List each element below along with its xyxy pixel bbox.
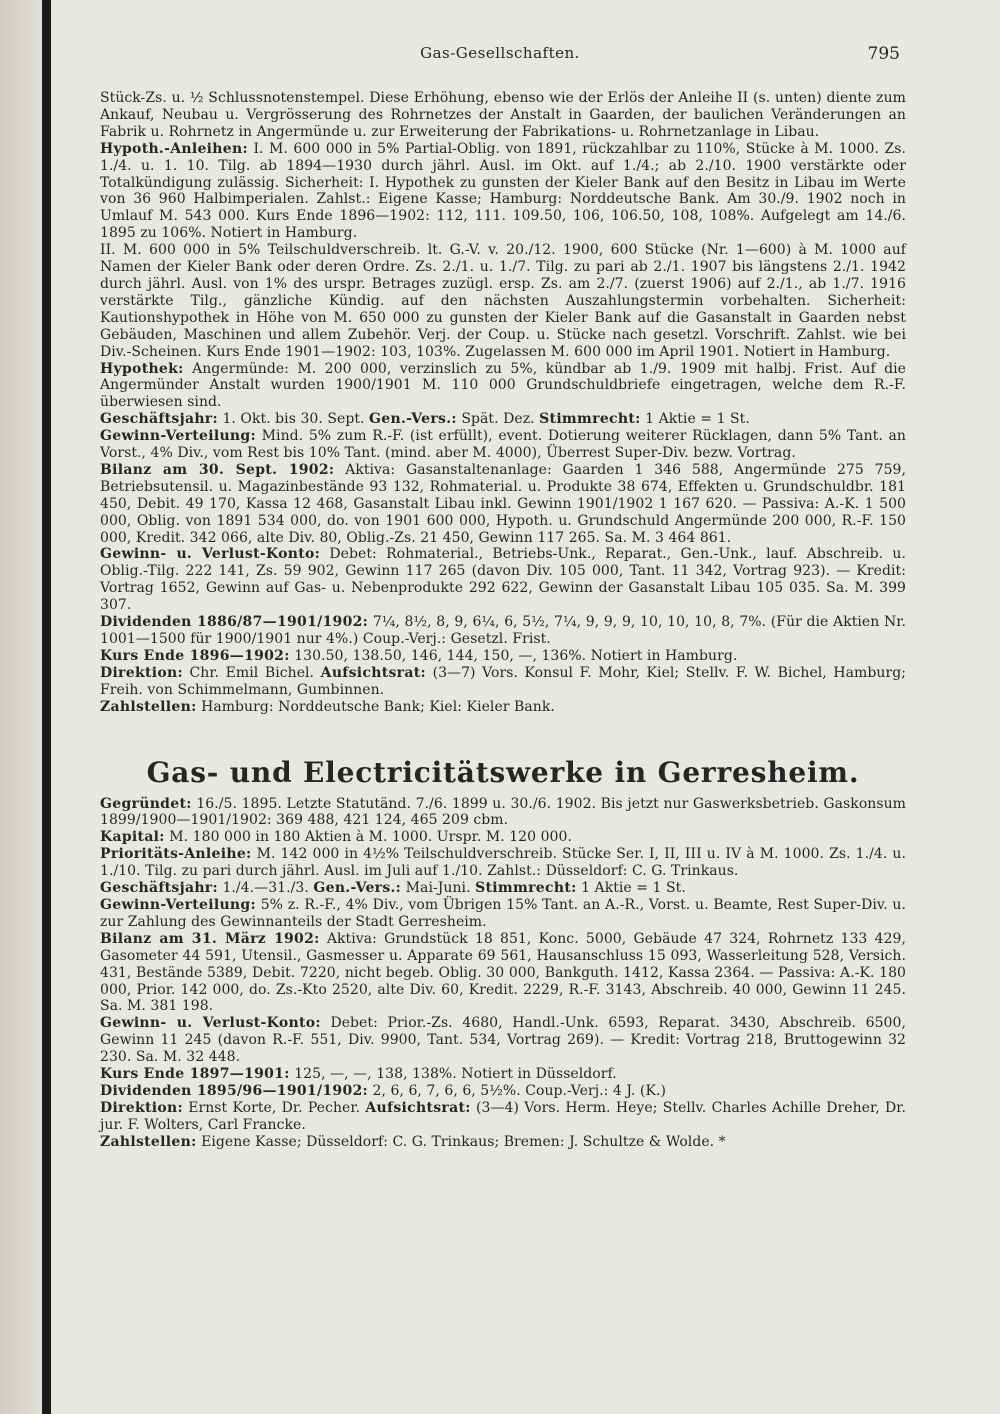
text-founded: 16./5. 1895. Letzte Statutänd. 7./6. 1899 u. 30./6. 1902. Bis jetzt nur Gaswerksbetrieb. Gaskonsum 1899/1900—1901/1902: 369 488, 421 124, 465 209 cbm. (100, 795, 906, 829)
text-business-year-2: 1./4.—31./3. (222, 880, 309, 897)
paragraph-profit-loss-2 (100, 1015, 906, 1066)
label-supervisory-board-2: Aufsichtsrat: (365, 1099, 471, 1116)
section-title-gerresheim: Gas- und Electricitätswerke in Gerresheim. (146, 755, 860, 789)
text-share-price-2: 125, —, —, 138, 138%. Notiert in Düsseldorf. (294, 1066, 617, 1083)
paragraph-management-2 (100, 1100, 906, 1134)
text-general-meeting: Spät. Dez. (461, 411, 535, 428)
text-supervisory-board-2: (3—4) Vors. Herm. Heye; Stellv. Charles Achille Dreher, Dr. jur. F. Wolters, Carl Francke. (100, 1099, 906, 1133)
text-dividends-2: 2, 6, 6, 7, 6, 6, 5½%. Coup.-Verj.: 4 J. (K.) (372, 1082, 666, 1099)
paragraph-dividends (100, 614, 906, 648)
page-number: 795 (867, 44, 900, 64)
text-voting-right-2: 1 Aktie = 1 St. (581, 880, 686, 897)
label-share-price: Kurs Ende 1896—1902: (100, 647, 290, 664)
text-mortgage-loans: I. M. 600 000 in 5% Partial-Oblig. von 1891, rückzahlbar zu 110%, Stücke à M. 1000. Zs. 1./4. u. 1. 10. Tilg. ab 1894—1930 durch jährl. Ausl. im Okt. auf 1./4.; ab 2./10. 1900 verstärkte oder Totalkündigung zulässig. Sicherheit: I. Hypothek zu gunsten der Kieler Bank auf den Besitz in Libau im Werte von 36 960 Halbimperialen. Zahlst.: Eigene Kasse; Hamburg: Norddeutsche Bank. Am 30./9. 1902 noch in Umlauf M. 543 000. Kurs Ende 1896—1902: 112, 111. 109.50, 106, 106.50, 108, 108%. Aufgelegt am 14./6. 1895 zu 106%. Notiert in Hamburg. (100, 140, 906, 242)
text-management-2: Ernst Korte, Dr. Pecher. (188, 1099, 361, 1116)
text-dividends: 7¼, 8½, 8, 9, 6¼, 6, 5½, 7¼, 9, 9, 9, 10, 10, 10, 8, 7%. (Für die Aktien Nr. 1001—1500 für 1900/1901 nur 4%.) Coup.-Verj.: Gesetzl. Frist. (100, 614, 906, 647)
text-general-meeting-2: Mai-Juni. (405, 880, 471, 897)
paragraph-business-year-2 (100, 880, 906, 897)
paragraph-paying-agents (100, 699, 906, 716)
text-profit-loss: Debet: Rohmaterial., Betriebs-Unk., Reparat., Gen.-Unk., lauf. Abschreib. u. Oblig.-Tilg. 222 141, Zs. 59 902, Gewinn 117 265 (davon Div. 105 000, Tant. 11 342, Vortrag 923). — Kredit: Vortrag 1652, Gewinn auf Gas- u. Nebenprodukte 292 622, Gewinn der Gasanstalt Libau 105 035. Sa. M. 399 307. (100, 546, 906, 614)
paragraph-loan-ii: II. M. 600 000 in 5% Teilschuldverschreib. lt. G.-V. v. 20./12. 1900, 600 Stücke (Nr. 1—600) à M. 1000 auf Namen der Kieler Bank oder deren Ordre. Zs. 2./1. u. 1./7. Tilg. zu pari ab 2./1. 1907 bis längstens 2./1. 1942 durch jährl. Ausl. von 1% des urspr. Betrages zuzügl. ersp. Zs. am 2./7. (zuerst 1906) auf 2./1., ab 1./7. 1916 verstärkte Tilg., gänzliche Kündig. auf den nächsten Auszahlungstermin vorbehalten. Sicherheit: Kautionshypothek in Höhe von M. 650 000 zu gunsten der Kieler Bank auf die Gasanstalt in Gaarden nebst Gebäuden, Maschinen und allem Zubehör. Verj. der Coup. u. Stücke nach gesetzl. Vorschrift. Zahlst. wie bei Div.-Scheinen. Kurs Ende 1901—1902: 103, 103%. Zugelassen M. 600 000 im April 1901. Notiert in Hamburg. (100, 242, 906, 360)
paragraph-profit-distribution (100, 428, 906, 462)
text-profit-distribution: Mind. 5% zum R.-F. (ist erfüllt), event. Dotierung weiterer Rücklagen, dann 5% Tant. an Vorst., 4% Div., vom Rest bis 10% Tant. (mind. aber M. 4000), Überrest Super-Div. bezw. Vortrag. (100, 428, 906, 462)
text-paying-agents-2: Eigene Kasse; Düsseldorf: C. G. Trinkaus; Bremen: J. Schultze & Wolde. * (201, 1133, 726, 1150)
label-business-year-2: Geschäftsjahr: (100, 880, 218, 897)
paragraph-share-price (100, 648, 906, 665)
label-business-year: Geschäftsjahr: (100, 411, 218, 428)
label-profit-distribution-2: Gewinn-Verteilung: (100, 896, 256, 913)
paragraph-profit-distribution-2 (100, 897, 906, 931)
paragraph-mortgage-loans (100, 141, 906, 242)
label-capital: Kapital: (100, 829, 165, 846)
paragraph-capital (100, 829, 906, 846)
label-general-meeting-2: Gen.-Vers.: (313, 880, 402, 897)
label-mortgage: Hypothek: (100, 360, 184, 377)
label-share-price-2: Kurs Ende 1897—1901: (100, 1066, 290, 1083)
text-capital: M. 180 000 in 180 Aktien à M. 1000. Urspr. M. 120 000. (169, 829, 572, 846)
page-body (100, 90, 906, 1151)
text-mortgage: Angermünde: M. 200 000, verzinslich zu 5%, kündbar ab 1./9. 1909 mit halbj. Frist. Auf die Angermünder Anstalt wurden 1900/1901 M. 110 000 Grundschuldbriefe eingetragen, welche dem R.-F. überwiesen sind. (100, 360, 906, 411)
paragraph-share-price-2 (100, 1066, 906, 1083)
text-priority-loan: M. 142 000 in 4½% Teilschuldverschreib. Stücke Ser. I, II, III u. IV à M. 1000. Zs. 1./4. u. 1./10. Tilg. zu pari durch jährl. Ausl. im Juli auf 1./10. Zahlst.: Düsseldorf: C. G. Trinkaus. (100, 846, 906, 880)
label-balance-sheet: Bilanz am 30. Sept. 1902: (100, 461, 335, 478)
text-business-year: 1. Okt. bis 30. Sept. (222, 411, 365, 428)
paragraph-capital-increase: Stück-Zs. u. ½ Schlussnotenstempel. Diese Erhöhung, ebenso wie der Erlös der Anleihe II (s. unten) diente zum Ankauf, Neubau u. Vergrösserung des Rohrnetzes der Anstalt in Gaarden, der baulichen Veränderungen an Fabrik u. Rohrnetz in Angermünde u. zur Erweiterung der Fabrikations- u. Rohrnetzanlage in Libau. (100, 90, 906, 140)
label-dividends-2: Dividenden 1895/96—1901/1902: (100, 1082, 369, 1099)
page-header (100, 44, 900, 68)
running-title: Gas-Gesellschaften. (420, 44, 580, 62)
label-priority-loan: Prioritäts-Anleihe: (100, 846, 252, 863)
text-paying-agents: Hamburg: Norddeutsche Bank; Kiel: Kieler Bank. (201, 698, 555, 715)
label-dividends: Dividenden 1886/87—1901/1902: (100, 614, 369, 631)
label-profit-loss: Gewinn- u. Verlust-Konto: (100, 546, 321, 563)
paragraph-mortgage (100, 361, 906, 412)
label-supervisory-board: Aufsichtsrat: (320, 664, 426, 681)
text-share-price: 130.50, 138.50, 146, 144, 150, —, 136%. Notiert in Hamburg. (294, 647, 738, 664)
paragraph-profit-loss (100, 546, 906, 614)
paragraph-balance-sheet-2 (100, 931, 906, 1016)
paragraph-management (100, 665, 906, 699)
label-general-meeting: Gen.-Vers.: (369, 411, 457, 428)
section-gerresheim (100, 796, 906, 1151)
label-profit-distribution: Gewinn-Verteilung: (100, 428, 256, 445)
label-management-2: Direktion: (100, 1099, 183, 1116)
paragraph-priority-loan (100, 846, 906, 880)
text-supervisory-board: (3—7) Vors. Konsul F. Mohr, Kiel; Stellv. F. W. Bichel, Hamburg; Freih. von Schimmelmann, Gumbinnen. (100, 664, 906, 698)
text-profit-loss-2: Debet: Prior.-Zs. 4680, Handl.-Unk. 6593, Reparat. 3430, Abschreib. 6500, Gewinn 11 245 (davon R.-F. 551, Div. 9900, Tant. 534, Vortrag 269). — Kredit: Vortrag 218, Bruttogewinn 32 230. Sa. M. 32 448. (100, 1015, 906, 1066)
text-management: Chr. Emil Bichel. (189, 664, 315, 681)
paragraph-paying-agents-2 (100, 1134, 906, 1151)
text-profit-distribution-2: 5% z. R.-F., 4% Div., vom Übrigen 15% Tant. an A.-R., Vorst. u. Beamte, Rest Super-Div. u. zur Zahlung des Gewinnanteils der Stadt Gerresheim. (100, 896, 906, 930)
label-balance-sheet-2: Bilanz am 31. März 1902: (100, 930, 320, 947)
paragraph-founded (100, 796, 906, 830)
paragraph-dividends-2 (100, 1083, 906, 1100)
label-voting-right-2: Stimmrecht: (475, 880, 577, 897)
label-paying-agents: Zahlstellen: (100, 698, 197, 715)
page-binding-edge (42, 0, 51, 1414)
text-voting-right: 1 Aktie = 1 St. (645, 411, 750, 428)
label-paying-agents-2: Zahlstellen: (100, 1133, 197, 1150)
section-gas-company-continued (100, 90, 906, 716)
text-balance-sheet-2: Aktiva: Grundstück 18 851, Konc. 5000, Gebäude 47 324, Rohrnetz 133 429, Gasometer 44 591, Utensil., Gasmesser u. Apparate 69 561, Hausanschluss 15 093, Wasserleitung 528, Versich. 431, Bestände 5389, Debit. 7220, nicht begeb. Oblig. 30 000, Bankguth. 1412, Kassa 2364. — Passiva: A.-K. 180 000, Prior. 142 000, do. Zs.-Kto 2520, alte Div. 60, Kredit. 2229, R.-F. 3143, Abschreib. 40 000, Gewinn 11 245. Sa. M. 381 198. (100, 930, 906, 1015)
label-management: Direktion: (100, 664, 183, 681)
label-profit-loss-2: Gewinn- u. Verlust-Konto: (100, 1015, 321, 1032)
label-voting-right: Stimmrecht: (539, 411, 641, 428)
paragraph-business-year (100, 411, 906, 428)
text-balance-sheet: Aktiva: Gasanstaltenanlage: Gaarden 1 346 588, Angermünde 275 759, Betriebsutensil. u. Magazinbestände 93 132, Rohmaterial. u. Produkte 38 674, Effekten u. Grundschuldbr. 181 450, Debit. 49 170, Kassa 12 468, Gasanstalt Libau inkl. Gewinn 1901/1902 1 167 620. — Passiva: A.-K. 1 500 000, Oblig. von 1891 534 000, do. von 1901 600 000, Hypoth. u. Grundschuld Angermünde 200 000, R.-F. 150 000, Kredit. 342 066, alte Div. 80, Oblig.-Zs. 21 450, Gewinn 117 265. Sa. M. 3 464 861. (100, 461, 906, 546)
paragraph-balance-sheet (100, 462, 906, 547)
label-mortgage-loans: Hypoth.-Anleihen: (100, 140, 248, 157)
label-founded: Gegründet: (100, 795, 192, 812)
